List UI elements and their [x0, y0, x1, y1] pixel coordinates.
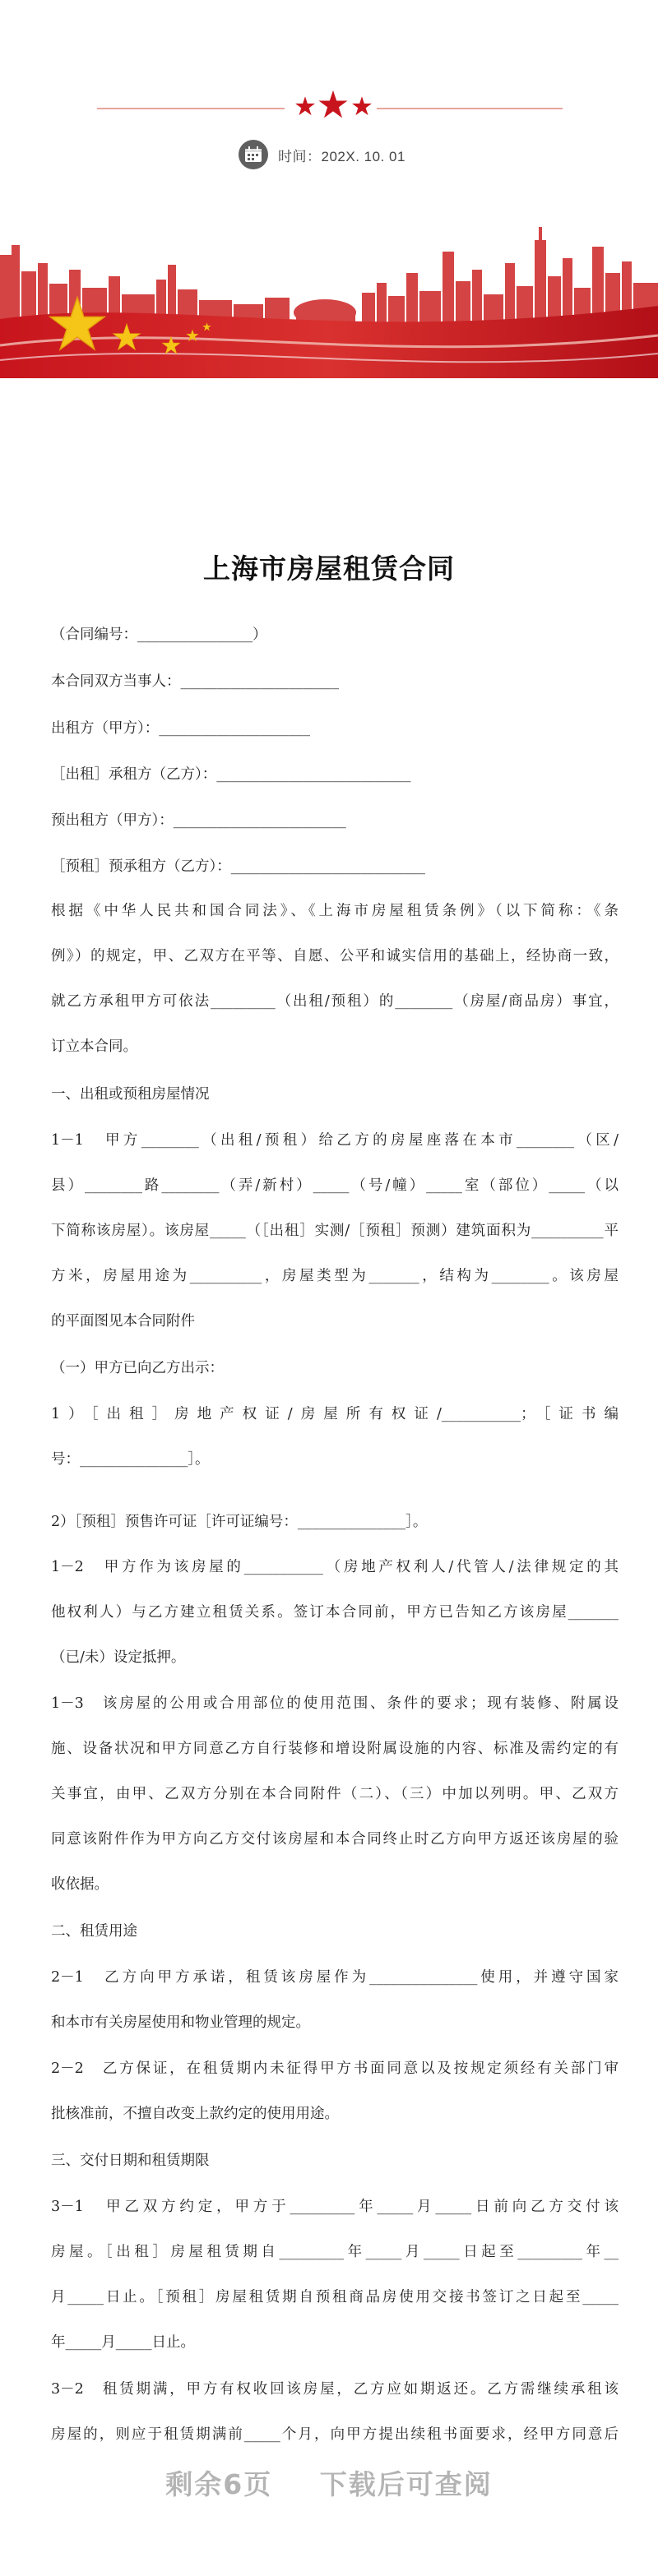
- paragraph-line: 1）［出租］房地产权证/房屋所有权证/___________；［证书编: [51, 1406, 619, 1422]
- pre-lessee-line: ［预租］预承租方（乙方）：___________________________: [51, 858, 425, 875]
- download-prompt[interactable]: [0, 2463, 658, 2502]
- pre-lessor-line: 预出租方（甲方）：________________________: [51, 812, 346, 829]
- paragraph-line: 收依据。: [51, 1876, 109, 1893]
- paragraph-line: 1－1 甲方________（出租/预租）给乙方的房屋座落在本市________（区/: [51, 1132, 619, 1149]
- paragraph-line: 房屋的，则应于租赁期满前_____个月，向甲方提出续租书面要求，经甲方同意后: [51, 2426, 619, 2443]
- paragraph-line: 年_____月_____日止。: [51, 2334, 195, 2351]
- date-text: 时间：202X. 10. 01: [278, 148, 405, 164]
- paragraph-line: 号：_______________］。: [51, 1451, 210, 1468]
- paragraph-line: 2－2 乙方保证，在租赁期内未征得甲方书面同意以及按规定须经有关部门审: [51, 2060, 619, 2077]
- paragraph-line: 他权利人）与乙方建立租赁关系。签订本合同前，甲方已告知乙方该房屋_______: [51, 1604, 619, 1621]
- paragraph-line: 的平面图见本合同附件: [51, 1313, 195, 1330]
- star-icon: [351, 95, 373, 117]
- paragraph-line: 方米，房屋用途为__________，房屋类型为_______，结构为________。该房屋: [51, 1268, 619, 1284]
- city-skyline-illustration: [0, 222, 658, 378]
- lessor-line: 出租方（甲方）：_____________________: [51, 720, 310, 737]
- paragraph-line: 批核准前，不擅自改变上款约定的使用用途。: [51, 2106, 339, 2122]
- calendar-icon: [239, 140, 268, 169]
- paragraph-line: 订立本合同。: [51, 1038, 137, 1055]
- section-heading: 三、交付日期和租赁期限: [51, 2153, 210, 2169]
- paragraph-line: 就乙方承租甲方可依法_________（出租/预租）的________（房屋/商品房）事宜，: [51, 993, 619, 1010]
- contract-number-line: （合同编号：________________）: [51, 627, 267, 643]
- paragraph-line: 2－1 乙方向甲方承诺，租赁该房屋作为_______________使用，并遵守国家: [51, 1969, 619, 1986]
- paragraph-line: 施、设备状况和甲方同意乙方自行装修和增设附属设施的内容、标准及需约定的有: [51, 1741, 619, 1757]
- date-row: [239, 138, 405, 171]
- paragraph-line: 根据《中华人民共和国合同法》、《上海市房屋租赁条例》（以下简称：《条: [51, 903, 619, 919]
- contract-title: 上海市房屋租赁合同: [203, 553, 455, 585]
- subsection-heading: （一）甲方已向乙方出示：: [51, 1360, 224, 1376]
- paragraph-line: 1－3 该房屋的公用或合用部位的使用范围、条件的要求；现有装修、附属设: [51, 1695, 619, 1712]
- paragraph-line: 月_____日止。［预租］房屋租赁期自预租商品房使用交接书签订之日起至_____: [51, 2289, 619, 2305]
- paragraph-line: （已/未）设定抵押。: [51, 1649, 186, 1666]
- parties-line: 本合同双方当事人：______________________: [51, 673, 339, 690]
- lessee-line: ［出租］承租方（乙方）：___________________________: [51, 766, 411, 783]
- paragraph-line: 3－2 租赁期满，甲方有权收回该房屋，乙方应如期返还。乙方需继续承租该: [51, 2381, 619, 2398]
- paragraph-line: 3－1 甲乙双方约定，甲方于_________年_____月_____日前向乙方交付该: [51, 2199, 619, 2215]
- remaining-pages-text: 剩余6页: [165, 2468, 273, 2500]
- paragraph-line: 房屋。［出租］房屋租赁期自_________年_____月_____日起至_________年__: [51, 2244, 619, 2260]
- download-to-view-text[interactable]: 下载后可查阅: [319, 2468, 493, 2500]
- paragraph-line: 下简称该房屋）。该房屋_____（［出租］实测/［预租］预测）建筑面积为__________平: [51, 1223, 619, 1239]
- paragraph-line: 和本市有关房屋使用和物业管理的规定。: [51, 2014, 310, 2031]
- star-icon: [317, 89, 349, 120]
- paragraph-line: 县）________路________（弄/新村）_____（号/幢）_____室（部位）_____（以: [51, 1177, 619, 1194]
- paragraph-line: 例》）的规定，甲、乙双方在平等、自愿、公平和诚实信用的基础上，经协商一致，: [51, 948, 619, 964]
- paragraph-line: 关事宜，由甲、乙双方分别在本合同附件（二）、（三）中加以列明。甲、乙双方: [51, 1786, 619, 1802]
- header-banner: [0, 0, 658, 378]
- section-heading: 二、租赁用途: [51, 1923, 137, 1940]
- section-heading: 一、出租或预租房屋情况: [51, 1086, 210, 1103]
- divider-left: [97, 108, 285, 109]
- divider-right: [377, 108, 563, 109]
- star-icon: [294, 95, 316, 117]
- paragraph-line: 1－2 甲方作为该房屋的___________（房地产权利人/代管人/法律规定的其: [51, 1559, 619, 1575]
- paragraph-line: 2）［预租］预售许可证［许可证编号：_______________］。: [51, 1514, 428, 1530]
- paragraph-line: 同意该附件作为甲方向乙方交付该房屋和本合同终止时乙方向甲方返还该房屋的验: [51, 1831, 619, 1848]
